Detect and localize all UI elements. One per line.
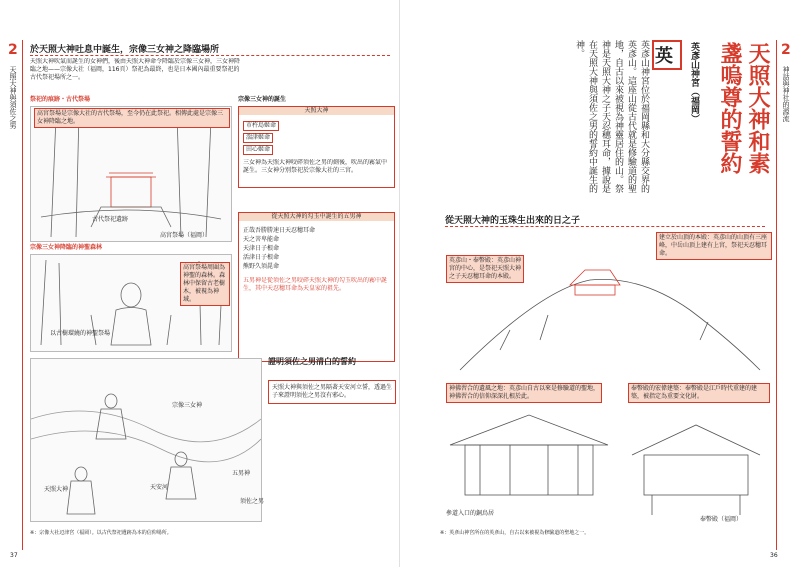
sketch3-label-3: 天安河 [150,484,169,491]
shrine-hall-sketch [440,385,618,525]
badge-text: 英 [655,46,673,67]
five-gods-note: 五男神是從須佐之男咬碎天照大神的勾玉吹出的霧中誕生，其中天忍穗耳命為天皇家的祖先。 [243,277,388,292]
sketch1-cap2: 高宮祭場（福岡） [160,232,209,239]
diagram-label-1: 市杵島姬命 [243,121,279,131]
sketch3-label-4: 須佐之男 [240,498,265,505]
left-heading: 於天照大神吐息中誕生，宗像三女神之降臨場所 [30,42,390,56]
sketch1-cap1: 古代祭祀遺跡 [92,216,129,223]
sketch3-label-2: 宗像三女神 [172,402,203,409]
note1: 英彥山・奉幣殿：英彥山神宮的中心，是祭祀天照大神之子天忍穗耳命的本殿。 [446,255,524,283]
right-title-line1: 天照大神和素 [745,42,770,174]
sketch2-note: 高宮祭場周圍為神聖的森林。森林中保留古老樹木，被視為神域。 [180,262,230,306]
right-page-number: 36 [770,552,778,559]
diagram-label-3: 田心姬命 [243,145,273,155]
five-gods-item-4: 活津日子根命 [243,254,280,261]
right-subtitle: 英彥山神宮（福岡） [689,42,699,123]
left-footnote: ※：宗像大社辺津宮（福岡）。以古代祭祀遺跡為本的信仰場所。 [30,530,172,536]
left-page-number: 37 [10,552,18,559]
sketch1-title: 祭祀的痕跡・古代祭場 [30,96,91,103]
right-body-text: 英彥山神宮位於福岡縣和大分縣交界的英彥山。這座山從古代就是修驗道的聖地，自古以來被視為神靈居住的山。祭神是天照大神之子天忍穗耳命，據說是在天照大神與須佐之男的誓約中誕生的神。 [574,40,649,193]
shrine-sketch-right [622,385,770,525]
right-cap-left: 參道入口的銅鳥居 [446,510,495,517]
sketch3-note: 天照大神與須佐之男隔著天安河立誓，透過生子來證明須佐之男沒有邪心。 [268,380,396,404]
diagram-header: 天照大神 [239,107,394,115]
five-gods-title: 從天照大神的勾玉中誕生的五男神 [239,213,394,221]
right-footnote: ※：英彥山神宮所在的英彥山，自古以來被視為修驗道的聖地之一。 [440,530,590,536]
diagram-title: 宗像三女神的誕生 [238,96,287,103]
five-gods-box [238,212,395,362]
sketch2-title: 宗像三女神降臨的神聖森林 [30,244,103,251]
shrine-sketch-left [440,385,618,525]
sketch1-note: 高宮祭場是宗像大社的古代祭場，至今仍在此祭祀。相傳此處是宗像三女神降臨之地。 [34,108,230,128]
five-gods-item-2: 天之菩卑能命 [243,236,280,243]
diagram-note: 三女神為天照大神咬碎須佐之男的劍後，吹出的霧氣中誕生。三女神分別祭祀於宗像大社的三宮。 [243,159,388,174]
five-gods-item-3: 天津日子根命 [243,245,280,252]
hall-roof-sketch [622,385,770,525]
right-side-rule [776,40,777,550]
five-gods-item-5: 熊野久須毘命 [243,263,280,270]
right-title-line2: 盞嗚尊的誓約 [717,42,742,174]
page-gutter [399,0,400,567]
sketch2-cap: 以古樹環繞的神聖祭場 [50,330,111,337]
right-side-title: 神話與神社的源流 [782,66,790,122]
sketch3-image [30,358,265,522]
oath-river-sketch [31,359,261,521]
right-cap-right: 奉幣殿（福岡） [700,516,743,523]
left-intro: 天照大神吹氣而誕生的女神們，後由天照大神命令降臨於宗像三女神，三女神降臨之地——宗像大社（福岡，116頁）祭祀為最終，也是日本國內最重要祭祀的古代祭祀場所之一。 [30,58,241,81]
sketch3-label-5: 五男神 [232,470,251,477]
note4: 奉幣殿的宏偉建築：奉幣殿是江戶時代重建的建築，被指定為重要文化財。 [628,383,770,403]
right-section-number: 2 [781,42,791,58]
right-section2-heading: 從天照大神的玉珠生出來的日之子 [445,213,765,227]
five-gods-item-1: 正哉吾勝勝速日天忍穗耳命 [243,227,316,234]
left-section-number: 2 [8,42,18,58]
sketch3-label-1: 天照大神 [44,486,69,493]
diagram-label-2: 湍津姬命 [243,133,273,143]
note2: 建立於山頂的本殿：英彥山的山頂有三座峰，中岳山頂上建有上宮，祭祀天忍穗耳命。 [656,232,772,260]
note3: 神佛習合的遺風之地：英彥山自古以來是修驗道的聖地，神佛習合的信仰深深扎根於此。 [446,383,602,403]
left-side-title: 天照大神與須佐之男 [9,66,17,129]
sketch3-title: 證明須佐之男清白的誓約 [268,357,356,366]
diagram-box [238,106,395,188]
left-side-rule [22,40,23,550]
